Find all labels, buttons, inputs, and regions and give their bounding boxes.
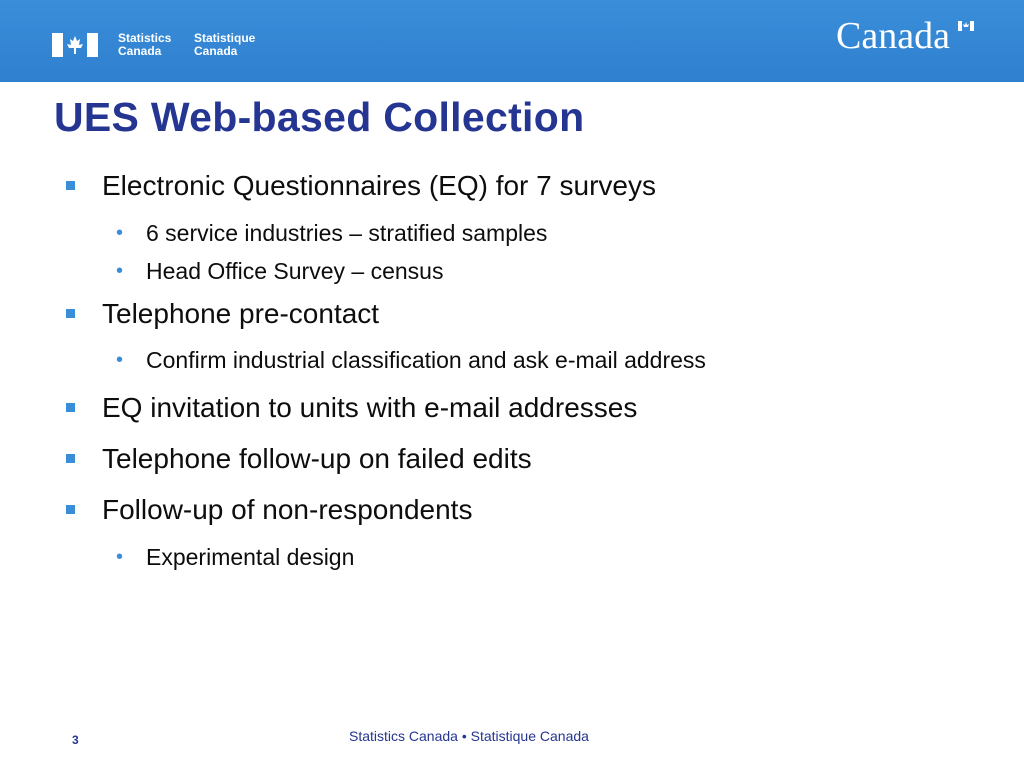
bullet-text: Confirm industrial classification and ask e-mail address — [146, 347, 706, 373]
bullet-text: Electronic Questionnaires (EQ) for 7 surveys — [102, 170, 656, 201]
round-bullet-icon: • — [116, 222, 124, 244]
round-bullet-icon: • — [116, 260, 124, 282]
bullet-text: Head Office Survey – census — [146, 258, 444, 284]
bullet-text: Experimental design — [146, 544, 355, 570]
signature-french: Statistique Canada — [194, 31, 256, 58]
square-bullet-icon — [66, 454, 75, 463]
round-bullet-icon: • — [116, 349, 124, 371]
bullet-text: Telephone pre-contact — [102, 298, 380, 329]
page-number: 3 — [72, 733, 79, 747]
canada-wordmark-text: Canada — [836, 15, 950, 57]
square-bullet-icon — [66, 309, 75, 318]
round-bullet-icon: • — [116, 546, 124, 568]
slide-title: UES Web-based Collection — [54, 94, 585, 140]
bullet-text: 6 service industries – stratified samples — [146, 220, 548, 246]
footer-text: Statistics Canada • Statistique Canada — [349, 728, 589, 744]
square-bullet-icon — [66, 181, 75, 190]
bullet-text: Telephone follow-up on failed edits — [102, 443, 532, 474]
signature-english: Statistics Canada — [118, 31, 172, 58]
square-bullet-icon — [66, 403, 75, 412]
square-bullet-icon — [66, 505, 75, 514]
bullet-text: Follow-up of non-respondents — [102, 494, 473, 525]
bullet-text: EQ invitation to units with e-mail addresses — [102, 392, 638, 423]
